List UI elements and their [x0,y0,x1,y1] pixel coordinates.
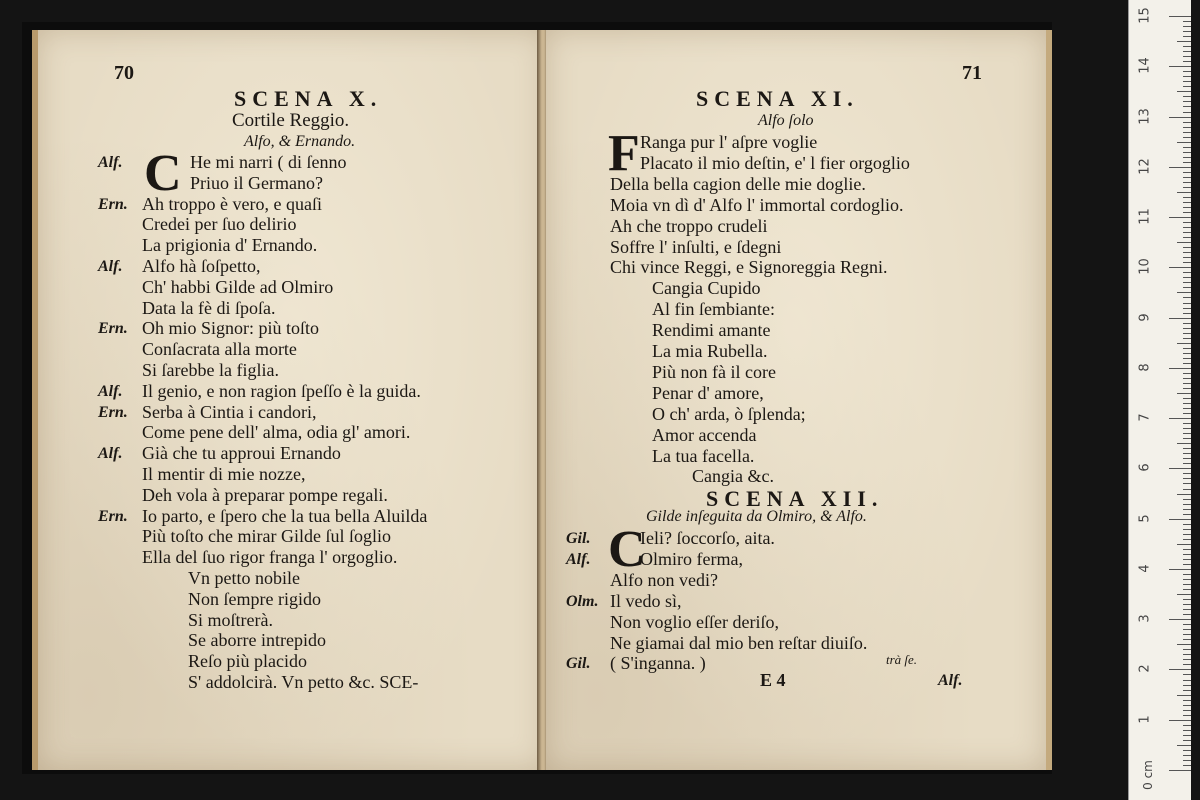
verse-line: Della bella cagion delle mie doglie. [610,173,866,194]
ruler-tick [1183,157,1191,158]
verse-line: Il mentir di mie nozze, [142,464,306,484]
ruler-tick [1183,403,1191,404]
ruler-tick [1183,207,1191,208]
ruler-tick [1183,674,1191,675]
ruler-tick [1183,333,1191,334]
ruler-tick [1183,338,1191,339]
left-page [32,30,546,770]
ruler-tick [1183,46,1191,47]
ruler-tick [1177,594,1191,595]
ruler-number: 2 [1137,664,1153,674]
ruler-tick [1183,750,1191,751]
scene-persons-left: Alfo, & Ernando. [244,133,356,150]
ruler-tick [1183,735,1191,736]
ruler-tick [1169,418,1191,419]
ruler-tick [1183,222,1191,223]
verse-line: Al fin ſembiante: [652,299,775,320]
verse-line: Penar d' amore, [652,382,764,403]
ruler-tick [1177,494,1191,495]
ruler-tick [1169,16,1191,17]
ruler-tick [1183,463,1191,464]
ruler-tick [1183,106,1191,107]
ruler-tick [1183,614,1191,615]
ruler-tick [1183,26,1191,27]
verse-line: Rendimi amante [652,320,771,341]
verse-line: Vn petto nobile [188,568,300,588]
ruler-tick [1183,534,1191,535]
ruler-tick [1183,413,1191,414]
ruler-tick [1183,509,1191,510]
catchword: Alf. [938,672,963,689]
ruler-tick [1183,182,1191,183]
scene-persons-right: Alfo ſolo [758,112,814,129]
verse-line: Più toſto che mirar Gilde ſul ſoglio [142,526,391,547]
verse-line: Reſo più placido [188,651,307,672]
ruler-tick [1183,664,1191,665]
ruler-tick [1183,383,1191,384]
verse-line: Chi vince Reggi, e Signoreggia Regni. [610,257,888,278]
ruler-tick [1183,579,1191,580]
verse-line: Ranga pur l' aſpre voglie [640,132,818,152]
ruler-unit: 0 cm [1140,760,1155,790]
ruler-tick [1169,720,1191,721]
ruler-tick [1183,112,1191,113]
ruler-tick [1183,177,1191,178]
ruler-tick [1183,499,1191,500]
ruler-tick [1183,448,1191,449]
ruler-tick [1183,629,1191,630]
ruler-number: 13 [1137,107,1153,125]
ruler-tick [1183,323,1191,324]
ruler-tick [1183,152,1191,153]
dropcap-left: C [144,145,182,202]
ruler-tick [1183,589,1191,590]
scene-setting: Cortile Reggio. [232,110,350,131]
verse-line: Alfo non vedi? [610,569,718,590]
ruler-number: 14 [1137,57,1153,75]
verse-line: La prigionia d' Ernando. [142,235,318,256]
ruler-tick [1183,408,1191,409]
verse-line: Il genio, e non ragion ſpeſſo è la guida. [142,380,421,401]
ruler-tick [1183,252,1191,253]
ruler-tick [1183,634,1191,635]
speaker-label: Olm. [566,592,599,610]
verse-line: Moia vn dì d' Alfo l' immortal cordoglio. [610,194,904,215]
ruler-tick [1177,292,1191,293]
ruler-tick [1183,197,1191,198]
ruler-tick [1183,96,1191,97]
ruler-tick [1183,363,1191,364]
ruler-tick [1183,353,1191,354]
ruler-tick [1183,529,1191,530]
ruler-tick [1169,318,1191,319]
ruler-tick [1183,51,1191,52]
scene-title-xii: SCENA XII. [706,486,884,511]
verse-line: Ch' habbi Gilde ad Olmiro [142,276,334,297]
ruler-number: 15 [1137,7,1153,24]
verse-line: Oh mio Signor: più toſto [142,318,320,339]
verse-line: La mia Rubella. [652,341,768,361]
verse-line: Deh vola à preparar pompe regali. [142,484,388,505]
speaker-label: Alf. [98,258,123,275]
ruler-tick [1177,242,1191,243]
ruler-tick [1183,378,1191,379]
ruler-number: 4 [1137,564,1153,573]
verse-line: Non voglio eſſer deriſo, [610,611,779,632]
verse-line: Ella del ſuo rigor franga l' orgoglio. [142,547,398,568]
speaker-label: Gil. [566,655,591,673]
ruler-tick [1183,272,1191,273]
verse-line: Serba à Cintia i candori, [142,401,317,422]
verse-line: Placato il mio deſtin, e' l fier orgoglio [640,152,910,173]
ruler-tick [1177,544,1191,545]
verse-line: Più non fà il core [652,361,776,382]
ruler-tick [1183,398,1191,399]
ruler-tick [1183,539,1191,540]
verse-line: Ah che troppo crudeli [610,215,768,236]
ruler-tick [1183,760,1191,761]
speaker-label: Alf. [98,445,123,463]
verse-line: Io parto, e ſpero che la tua bella Aluilda [142,505,428,526]
ruler-tick [1183,237,1191,238]
ruler-tick [1183,212,1191,213]
ruler-number: 12 [1137,158,1153,175]
ruler-tick [1169,519,1191,520]
verse-line: Ah troppo è vero, e quaſi [142,193,322,214]
ruler-tick [1183,609,1191,610]
ruler-tick [1183,277,1191,278]
ruler-tick [1183,257,1191,258]
ruler-tick [1183,524,1191,525]
ruler-tick [1183,21,1191,22]
ruler-number: 11 [1137,208,1153,225]
ruler-tick [1183,56,1191,57]
ruler-tick [1169,468,1191,469]
verse-line: Si ſarebbe la figlia. [142,360,279,380]
ruler-tick [1177,745,1191,746]
ruler-tick [1183,313,1191,314]
ruler-tick [1183,36,1191,37]
ruler-tick [1183,700,1191,701]
ruler-tick [1183,137,1191,138]
measurement-ruler [1128,0,1191,800]
ruler-tick [1183,765,1191,766]
ruler-tick [1169,368,1191,369]
ruler-tick [1183,262,1191,263]
verse-line: Come pene dell' alma, odia gl' amori. [142,422,411,443]
ruler-tick [1169,217,1191,218]
scene-title-left: SCENA X. [234,86,383,111]
ruler-tick [1183,483,1191,484]
verse-line: Soffre l' inſulti, e ſdegni [610,236,782,257]
ruler-tick [1183,599,1191,600]
verse-line: Se aborre intrepido [188,630,326,651]
ruler-tick [1183,297,1191,298]
ruler-tick [1183,549,1191,550]
ruler-tick [1183,559,1191,560]
ruler-tick [1183,172,1191,173]
ruler-tick [1169,619,1191,620]
ruler-tick [1169,770,1191,771]
ruler-tick [1169,267,1191,268]
verse-line: Olmiro ferma, [640,548,743,569]
ruler-tick [1183,61,1191,62]
ruler-tick [1183,282,1191,283]
ruler-tick [1177,443,1191,444]
ruler-tick [1183,478,1191,479]
verse-line: Ieli? ſoccorſo, aita. [640,528,775,548]
page-number-left: 70 [114,62,134,84]
ruler-tick [1183,147,1191,148]
ruler-tick [1183,564,1191,565]
ruler-tick [1183,705,1191,706]
ruler-tick [1183,453,1191,454]
ruler-tick [1177,644,1191,645]
ruler-tick [1183,122,1191,123]
ruler-tick [1183,554,1191,555]
verse-line: He mi narri ( di ſenno [190,152,347,172]
ruler-tick [1183,423,1191,424]
speaker-label: Alf. [98,154,123,171]
scene-title-right: SCENA XI. [696,86,859,111]
ruler-tick [1183,473,1191,474]
speaker-label: Alf. [566,550,591,568]
speaker-label: Ern. [98,320,128,338]
ruler-tick [1183,388,1191,389]
ruler-tick [1183,232,1191,233]
stage-direction: trà ſe. [886,652,918,667]
ruler-tick [1183,489,1191,490]
ruler-number: 9 [1137,312,1153,322]
ruler-tick [1183,202,1191,203]
ruler-tick [1183,348,1191,349]
ruler-tick [1183,514,1191,515]
speaker-label: Ern. [98,403,128,421]
ruler-tick [1169,117,1191,118]
open-book [22,22,1052,774]
ruler-tick [1183,649,1191,650]
ruler-tick [1183,624,1191,625]
verse-line: La tua facella. [652,445,755,466]
verse-line: Ne giamai dal mio ben reſtar diuiſo. [610,632,868,653]
ruler-tick [1183,438,1191,439]
ruler-tick [1177,41,1191,42]
ruler-tick [1183,86,1191,87]
ruler-number: 5 [1137,514,1153,523]
ruler-tick [1183,685,1191,686]
verse-line: Data la fè di ſpoſa. [142,297,276,318]
ruler-tick [1183,755,1191,756]
ruler-tick [1183,328,1191,329]
ruler-tick [1183,287,1191,288]
ruler-tick [1177,695,1191,696]
verse-line: Non ſempre rigido [188,588,321,609]
verse-line: Priuo il Germano? [190,172,323,193]
ruler-tick [1183,227,1191,228]
ruler-tick [1177,142,1191,143]
ruler-tick [1177,393,1191,394]
verse-line: Già che tu approui Ernando [142,443,341,464]
speaker-label: Ern. [98,195,128,213]
ruler-number: 3 [1137,614,1153,623]
scene-persons-xii: Gilde inſeguita da Olmiro, & Alfo. [646,508,867,525]
ruler-number: 6 [1137,463,1153,473]
ruler-tick [1183,81,1191,82]
ruler-tick [1177,343,1191,344]
ruler-tick [1183,127,1191,128]
verse-line: Si moſtrerà. [188,609,273,630]
ruler-tick [1183,680,1191,681]
ruler-tick [1183,71,1191,72]
ruler-tick [1183,725,1191,726]
speaker-label: Gil. [566,530,591,547]
ruler-tick [1183,303,1191,304]
ruler-tick [1183,458,1191,459]
ruler-tick [1183,162,1191,163]
ruler-tick [1183,428,1191,429]
ruler-tick [1183,584,1191,585]
ruler-tick [1183,604,1191,605]
ruler-tick [1183,358,1191,359]
verse-line: S' addolcirà. Vn petto &c. SCE- [188,672,419,692]
ruler-tick [1183,373,1191,374]
ruler-tick [1183,690,1191,691]
right-page [546,30,1052,770]
ruler-tick [1183,740,1191,741]
dropcap-right: F [608,125,640,182]
ruler-tick [1183,504,1191,505]
ruler-tick [1183,76,1191,77]
verse-line: O ch' arda, ò ſplenda; [652,403,806,424]
ruler-tick [1183,710,1191,711]
ruler-tick [1183,715,1191,716]
ruler-tick [1177,91,1191,92]
ruler-tick [1177,192,1191,193]
verse-line: Amor accenda [652,424,757,445]
speaker-label: Ern. [98,507,128,525]
ruler-tick [1183,659,1191,660]
ruler-number: 8 [1137,363,1153,372]
verse-line: Conſacrata alla morte [142,339,297,360]
page-number-right: 71 [962,62,982,84]
speaker-label: Alf. [98,382,123,400]
verse-line: Cangia &c. [692,466,774,487]
ruler-tick [1183,730,1191,731]
ruler-tick [1183,654,1191,655]
ruler-tick [1183,101,1191,102]
ruler-tick [1183,187,1191,188]
ruler-tick [1169,569,1191,570]
verse-line: ( S'inganna. ) [610,653,706,674]
ruler-number: 10 [1137,258,1153,276]
ruler-number: 7 [1137,413,1153,422]
signature-mark: E 4 [760,670,786,690]
verse-line: Cangia Cupido [652,278,761,299]
ruler-tick [1183,31,1191,32]
ruler-number: 1 [1137,715,1153,724]
ruler-tick [1169,167,1191,168]
verse-line: Alfo hà ſoſpetto, [142,256,261,276]
verse-line: Credei per ſuo delirio [142,214,297,235]
verse-line: Il vedo sì, [610,590,682,611]
ruler-tick [1183,574,1191,575]
ruler-tick [1169,66,1191,67]
ruler-tick [1183,132,1191,133]
ruler-tick [1169,669,1191,670]
dropcap-xii: C [608,521,646,578]
ruler-tick [1183,639,1191,640]
ruler-tick [1183,433,1191,434]
ruler-tick [1183,308,1191,309]
ruler-tick [1183,247,1191,248]
